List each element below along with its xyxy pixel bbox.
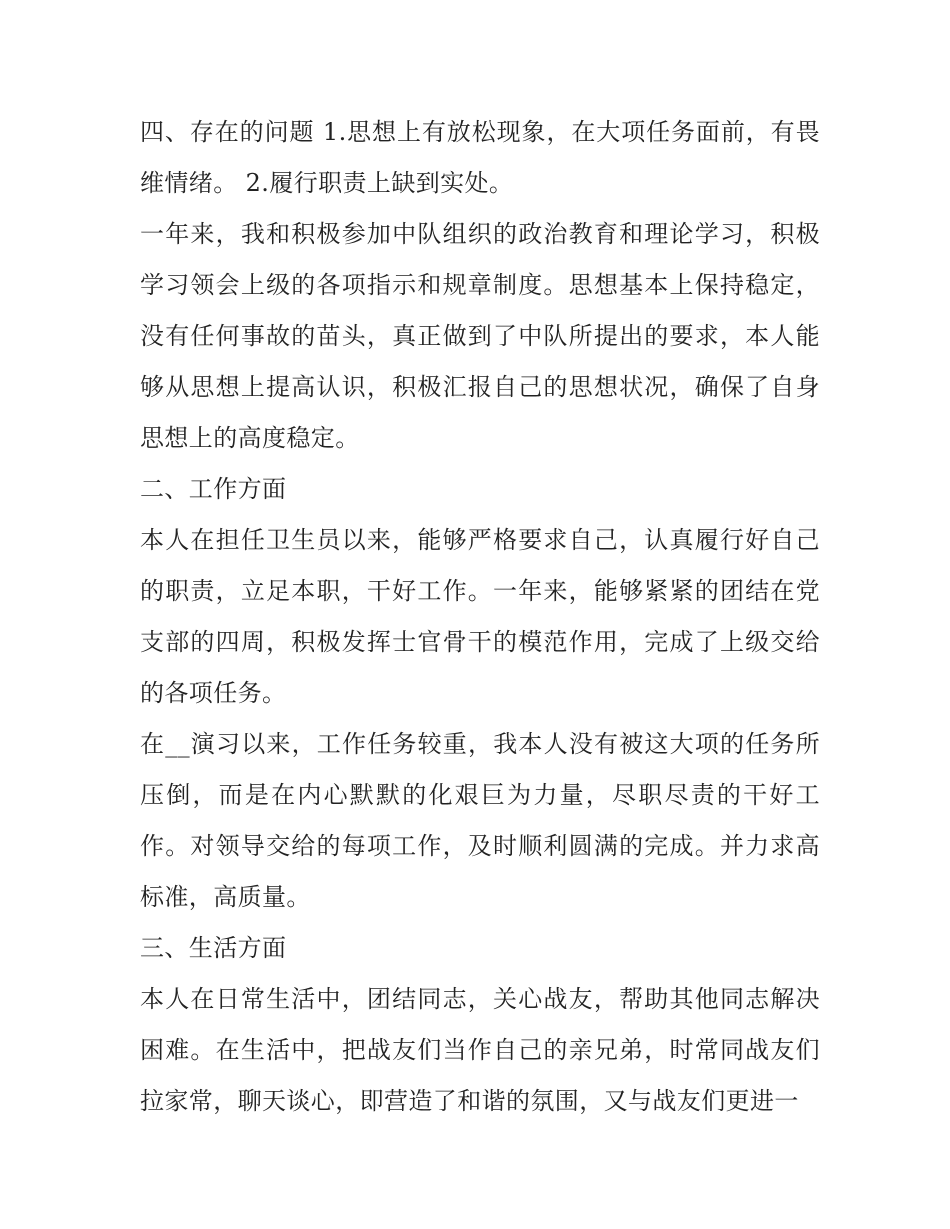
heading-work: 二、工作方面 (140, 475, 287, 503)
paragraph-thinking: 一年来，我和积极参加中队组织的政治教育和理论学习，积极学习领会上级的各项指示和规章制度。思想基本上保持稳定，没有任何事故的苗头，真正做到了中队所提出的要求，本人能够从思想上提高认识，积极汇报自己的思想状况，确保了自身思想上的高度稳定。 (140, 220, 820, 452)
paragraph-problems: 四、存在的问题 1.思想上有放松现象，在大项任务面前，有畏维情绪。 2.履行职责上缺到实处。 (140, 118, 820, 197)
paragraph-life: 本人在日常生活中，团结同志，关心战友，帮助其他同志解决困难。在生活中，把战友们当作自己的亲兄弟，时常同战友们拉家常，聊天谈心，即营造了和谐的氛围，又与战友们更进一 (140, 985, 820, 1115)
paragraph-work: 本人在担任卫生员以来，能够严格要求自己，认真履行好自己的职责，立足本职，干好工作。一年来，能够紧紧的团结在党支部的四周，积极发挥士官骨干的模范作用，完成了上级交给的各项任务。 (140, 526, 820, 707)
document-body (140, 107, 820, 1127)
paragraph-exercise: 在__演习以来，工作任务较重，我本人没有被这大项的任务所压倒，而是在内心默默的化艰巨为力量，尽职尽责的干好工作。对领导交给的每项工作，及时顺利圆满的完成。并力求高标准，高质量。 (140, 730, 820, 911)
heading-life: 三、生活方面 (140, 934, 287, 962)
